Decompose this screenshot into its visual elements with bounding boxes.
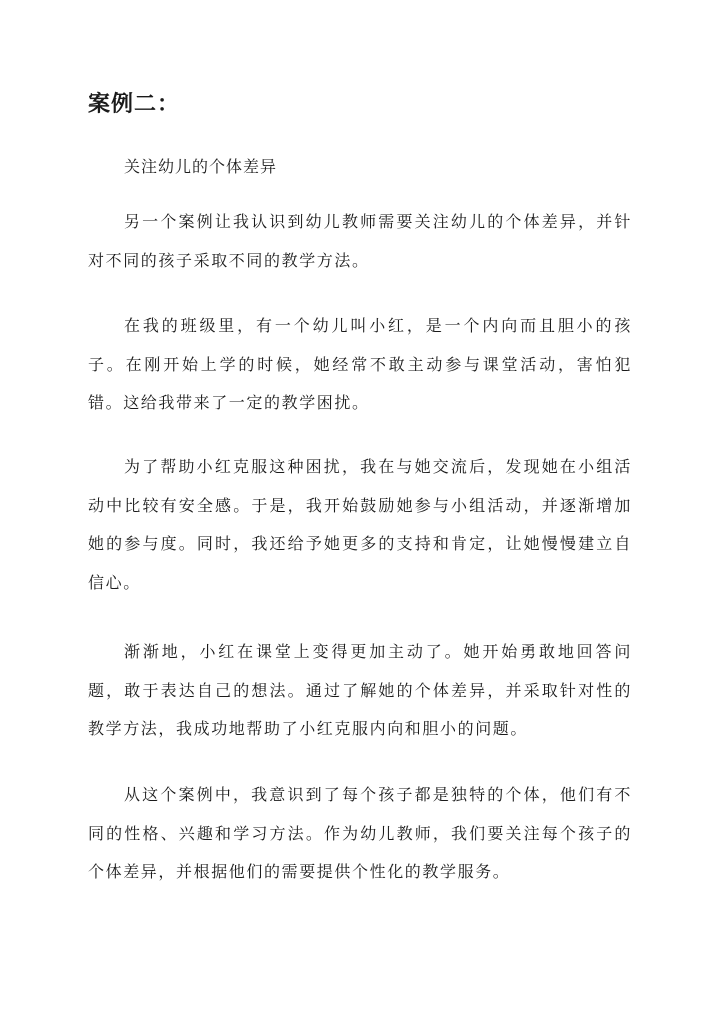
paragraph-3: 为了帮助小红克服这种困扰，我在与她交流后，发现她在小组活动中比较有安全感。于是，我开始鼓励她参与小组活动，并逐渐增加她的参与度。同时，我还给予她更多的支持和肯定，让她慢慢建立自信心。 (88, 457, 632, 592)
paragraph-1: 另一个案例让我认识到幼儿教师需要关注幼儿的个体差异，并针对不同的孩子采取不同的教学方法。 (88, 212, 632, 270)
section-heading: 案例二： (88, 91, 181, 117)
paragraph-2: 在我的班级里，有一个幼儿叫小红，是一个内向而且胆小的孩子。在刚开始上学的时候，她经常不敢主动参与课堂活动，害怕犯错。这给我带来了一定的教学困扰。 (88, 316, 632, 412)
paragraph-4: 渐渐地，小红在课堂上变得更加主动了。她开始勇敢地回答问题，敢于表达自己的想法。通过了解她的个体差异，并采取针对性的教学方法，我成功地帮助了小红克服内向和胆小的问题。 (88, 642, 632, 738)
section-subheading: 关注幼儿的个体差异 (124, 157, 278, 176)
paragraph-5: 从这个案例中，我意识到了每个孩子都是独特的个体，他们有不同的性格、兴趣和学习方法。作为幼儿教师，我们要关注每个孩子的个体差异，并根据他们的需要提供个性化的教学服务。 (88, 785, 632, 881)
